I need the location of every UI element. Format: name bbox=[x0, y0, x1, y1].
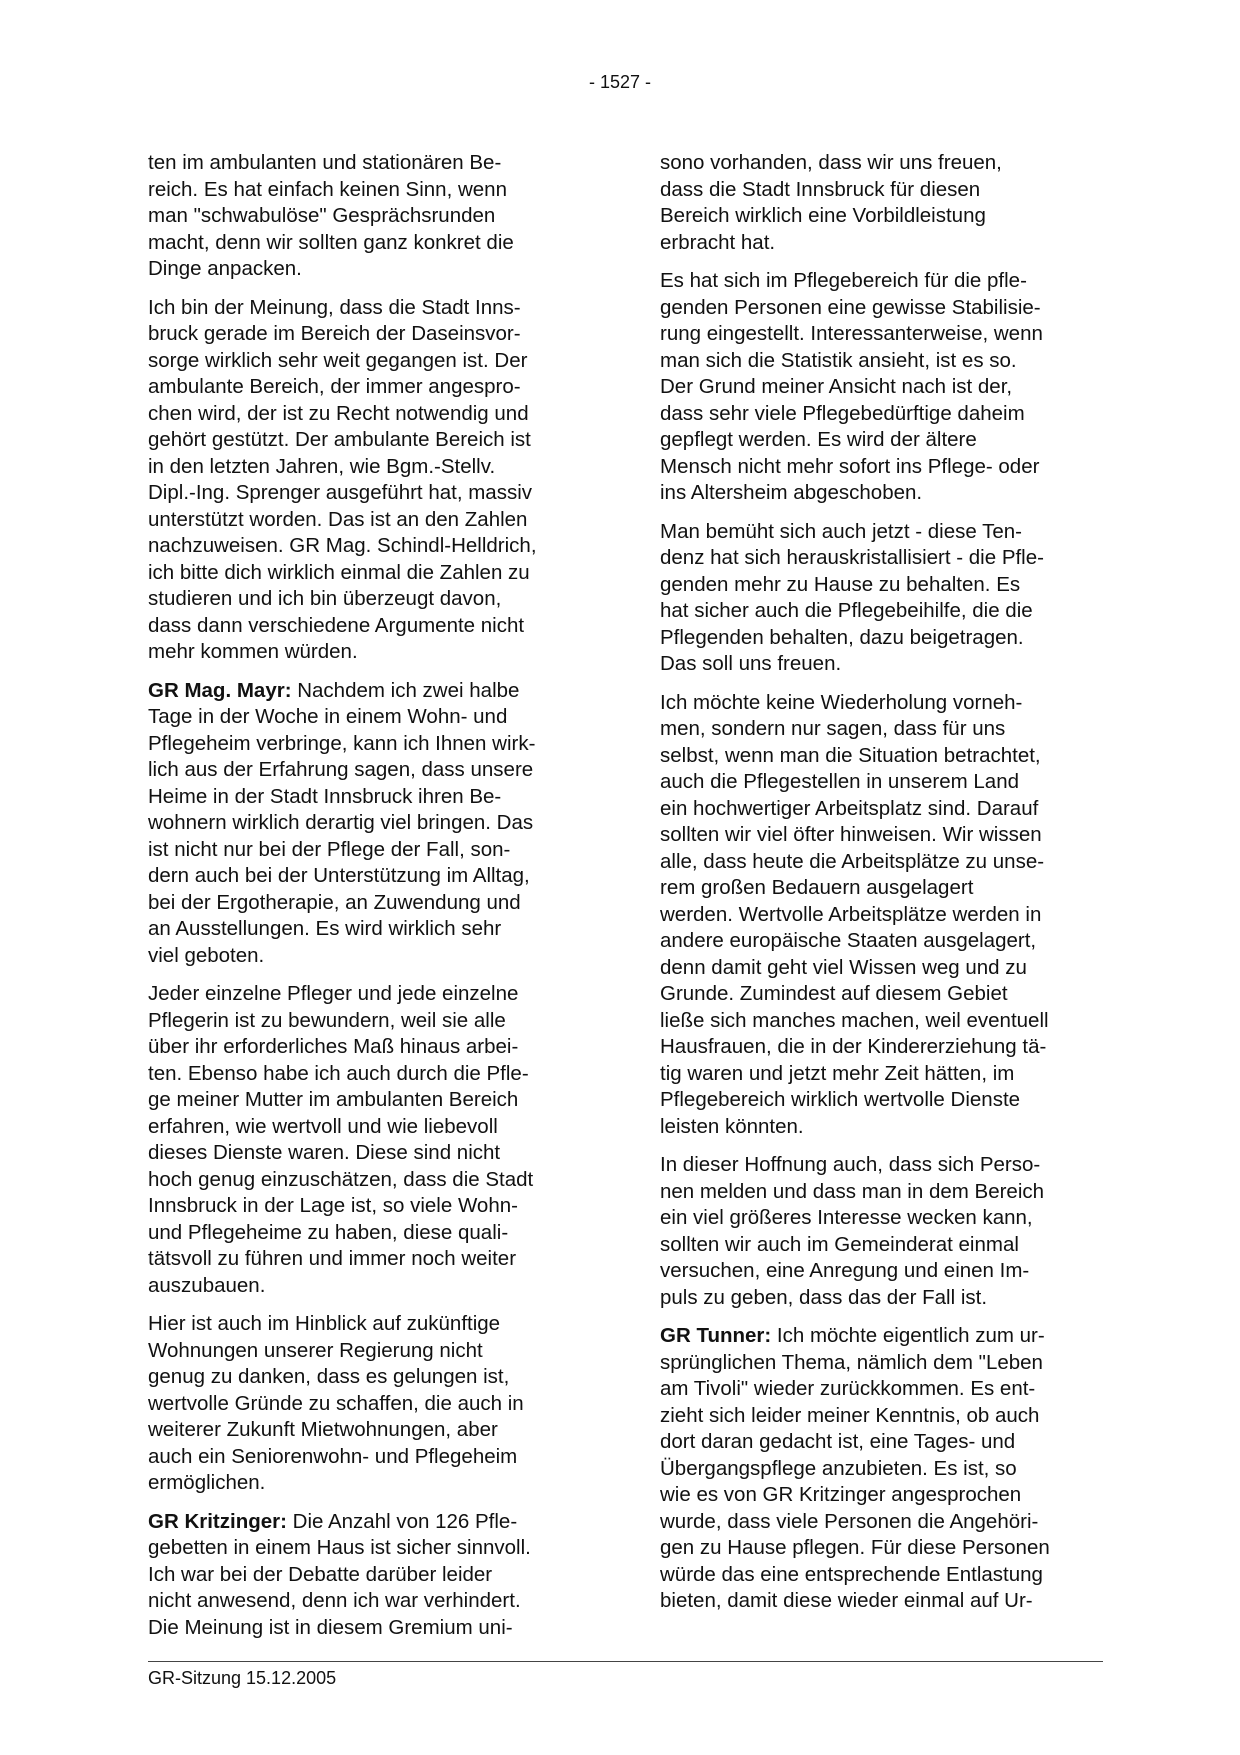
text-line: auszubauen. bbox=[148, 1273, 266, 1297]
text-line: hoch genug einzuschätzen, dass die Stadt bbox=[148, 1167, 534, 1191]
text-line: Ich bin der Meinung, dass die Stadt Inns- bbox=[148, 295, 521, 319]
text-line: Pflegerin ist zu bewundern, weil sie alle bbox=[148, 1008, 506, 1032]
text-line: wohnern wirklich derartig viel bringen. Das bbox=[148, 811, 534, 834]
text-line: men, sondern nur sagen, dass für uns bbox=[660, 717, 1006, 740]
text-line: auch ein Seniorenwohn- und Pflegeheim bbox=[148, 1444, 518, 1468]
text-line: mehr kommen würden. bbox=[148, 640, 358, 663]
text-line: In dieser Hoffnung auch, dass sich Perso- bbox=[660, 1153, 1041, 1176]
text-line: an Ausstellungen. Es wird wirklich sehr bbox=[148, 917, 502, 940]
text-line: weiterer Zukunft Mietwohnungen, aber bbox=[148, 1418, 498, 1441]
text-line: lich aus der Erfahrung sagen, dass unsere bbox=[148, 758, 534, 781]
text-line: Dipl.-Ing. Sprenger ausgeführt hat, massiv bbox=[148, 481, 532, 504]
text-line: gen zu Hause pflegen. Für diese Personen bbox=[660, 1536, 1050, 1559]
text-line: Bereich wirklich eine Vorbildleistung bbox=[660, 204, 986, 227]
text-line: gepflegt werden. Es wird der ältere bbox=[660, 428, 977, 451]
text-line: leisten könnten. bbox=[660, 1114, 804, 1138]
column-left bbox=[148, 150, 588, 1653]
paragraph bbox=[148, 1311, 588, 1497]
text-line: Übergangspflege anzubieten. Es ist, so bbox=[660, 1456, 1017, 1480]
text-line: ermöglichen. bbox=[148, 1471, 266, 1494]
text-line: ten im ambulanten und stationären Be- bbox=[148, 151, 502, 174]
text-line: man "schwabulöse" Gesprächsrunden bbox=[148, 204, 496, 227]
text-line: ließe sich manches machen, weil eventuell bbox=[660, 1008, 1049, 1032]
text-line: über ihr erforderliches Maß hinaus arbei- bbox=[148, 1035, 519, 1058]
text-line: dass die Stadt Innsbruck für diesen bbox=[660, 177, 981, 201]
text-line: chen wird, der ist zu Recht notwendig und bbox=[148, 401, 529, 425]
text-line: Innsbruck in der Lage ist, so viele Wohn- bbox=[148, 1194, 518, 1217]
text-line bbox=[660, 1323, 1100, 1350]
text-line: erfahren, wie wertvoll und wie liebevoll bbox=[148, 1114, 498, 1138]
text-line: ambulante Bereich, der immer angespro- bbox=[148, 375, 521, 398]
text-line: Wohnungen unserer Regierung nicht bbox=[148, 1338, 483, 1362]
text-line: würde das eine entsprechende Entlastung bbox=[660, 1562, 1043, 1586]
text-line: bruck gerade im Bereich der Daseinsvor- bbox=[148, 322, 521, 345]
text-line: macht, denn wir sollten ganz konkret die bbox=[148, 230, 514, 254]
text-line: selbst, wenn man die Situation betrachtet, bbox=[660, 743, 1041, 767]
text-line: viel geboten. bbox=[148, 943, 265, 967]
footer-rule bbox=[148, 1661, 1103, 1662]
text-line: genden mehr zu Hause zu behalten. Es bbox=[660, 572, 1021, 596]
footer-text: GR-Sitzung 15.12.2005 bbox=[148, 1668, 337, 1688]
column-right bbox=[660, 150, 1100, 1627]
text-line: Es hat sich im Pflegebereich für die pfle- bbox=[660, 269, 1027, 292]
text-line: man sich die Statistik ansieht, ist es so. bbox=[660, 348, 1017, 372]
text-line-content: Ich möchte eigentlich zum ur- bbox=[771, 1324, 1045, 1347]
paragraph bbox=[148, 295, 588, 666]
paragraph bbox=[660, 150, 1100, 256]
text-line-content: Die Anzahl von 126 Pfle- bbox=[286, 1509, 518, 1533]
text-line: sollten wir viel öfter hinweisen. Wir wissen bbox=[660, 823, 1042, 846]
text-line: am Tivoli" wieder zurückkommen. Es ent- bbox=[660, 1377, 1036, 1400]
text-line: ein viel größeres Interesse wecken kann, bbox=[660, 1206, 1033, 1229]
text-line: Ich möchte keine Wiederholung vorneh- bbox=[660, 690, 1023, 714]
speaker-name: GR Tunner: bbox=[660, 1324, 772, 1347]
text-line: nicht anwesend, denn ich war verhindert. bbox=[148, 1589, 521, 1612]
text-line bbox=[148, 1509, 588, 1536]
text-line: Jeder einzelne Pfleger und jede einzelne bbox=[148, 982, 519, 1005]
text-line: reich. Es hat einfach keinen Sinn, wenn bbox=[148, 177, 507, 201]
text-line: puls zu geben, dass das der Fall ist. bbox=[660, 1285, 988, 1309]
text-line: ein hochwertiger Arbeitsplatz sind. Darauf bbox=[660, 796, 1039, 820]
text-line: ist nicht nur bei der Pflege der Fall, son- bbox=[148, 837, 511, 861]
text-line: tig waren und jetzt mehr Zeit hätten, im bbox=[660, 1061, 1015, 1085]
paragraph bbox=[660, 1323, 1100, 1615]
text-line: in den letzten Jahren, wie Bgm.-Stellv. bbox=[148, 454, 496, 478]
text-line: denz hat sich herauskristallisiert - die Pfle- bbox=[660, 546, 1044, 569]
paragraph bbox=[148, 1509, 588, 1642]
text-line: nen melden und dass man in dem Bereich bbox=[660, 1179, 1045, 1203]
text-line: tätsvoll zu führen und immer noch weiter bbox=[148, 1247, 517, 1270]
text-line: nachzuweisen. GR Mag. Schindl-Helldrich, bbox=[148, 534, 537, 557]
text-line: Das soll uns freuen. bbox=[660, 652, 842, 675]
text-line: Hier ist auch im Hinblick auf zukünftige bbox=[148, 1312, 501, 1335]
text-line: werden. Wertvolle Arbeitsplätze werden in bbox=[660, 902, 1042, 926]
text-line: bieten, damit diese wieder einmal auf Ur- bbox=[660, 1589, 1033, 1612]
text-line bbox=[148, 678, 588, 705]
text-line: dass sehr viele Pflegebedürftige daheim bbox=[660, 401, 1025, 425]
text-line: genug zu danken, dass es gelungen ist, bbox=[148, 1365, 510, 1388]
speaker-name: GR Mag. Mayr: bbox=[148, 678, 292, 702]
text-line: wurde, dass viele Personen die Angehöri- bbox=[660, 1509, 1039, 1533]
text-line: sorge wirklich sehr weit gegangen ist. Der bbox=[148, 348, 528, 372]
text-line: ins Altersheim abgeschoben. bbox=[660, 481, 923, 504]
paragraph bbox=[660, 1152, 1100, 1311]
paragraph bbox=[148, 150, 588, 283]
text-line: Mensch nicht mehr sofort ins Pflege- oder bbox=[660, 454, 1040, 478]
text-line: Pflegenden behalten, dazu beigetragen. bbox=[660, 625, 1024, 649]
text-line: rung eingestellt. Interessanterweise, wenn bbox=[660, 322, 1043, 345]
text-line: andere europäische Staaten ausgelagert, bbox=[660, 929, 1037, 952]
paragraph bbox=[660, 690, 1100, 1141]
text-line: ten. Ebenso habe ich auch durch die Pfle- bbox=[148, 1061, 529, 1085]
text-line: gebetten in einem Haus ist sicher sinnvoll. bbox=[148, 1536, 531, 1559]
text-line: rem großen Bedauern ausgelagert bbox=[660, 876, 974, 899]
text-line: dass dann verschiedene Argumente nicht bbox=[148, 613, 525, 637]
text-line: Der Grund meiner Ansicht nach ist der, bbox=[660, 375, 1013, 398]
text-line: und Pflegeheime zu haben, diese quali- bbox=[148, 1220, 509, 1244]
text-line: bei der Ergotherapie, an Zuwendung und bbox=[148, 890, 521, 914]
text-line: wertvolle Gründe zu schaffen, die auch in bbox=[148, 1391, 524, 1415]
text-line: Man bemüht sich auch jetzt - diese Ten- bbox=[660, 519, 1022, 543]
text-line-content: Nachdem ich zwei halbe bbox=[291, 678, 520, 702]
text-line: alle, dass heute die Arbeitsplätze zu unse- bbox=[660, 849, 1045, 873]
text-line: sono vorhanden, dass wir uns freuen, bbox=[660, 151, 1002, 174]
text-line: studieren und ich bin überzeugt davon, bbox=[148, 587, 502, 610]
text-line: dern auch bei der Unterstützung im Alltag, bbox=[148, 864, 530, 887]
text-line: Grunde. Zumindest auf diesem Gebiet bbox=[660, 982, 1008, 1005]
text-line: denn damit geht viel Wissen weg und zu bbox=[660, 955, 1027, 979]
text-line: sollten wir auch im Gemeinderat einmal bbox=[660, 1232, 1019, 1256]
paragraph bbox=[148, 981, 588, 1299]
text-line: unterstützt worden. Das ist an den Zahlen bbox=[148, 507, 528, 531]
text-line: Die Meinung ist in diesem Gremium uni- bbox=[148, 1615, 513, 1639]
text-line: Heime in der Stadt Innsbruck ihren Be- bbox=[148, 784, 502, 808]
text-line: auch die Pflegestellen in unserem Land bbox=[660, 770, 1019, 793]
paragraph bbox=[148, 678, 588, 970]
text-line: sprünglichen Thema, nämlich dem "Leben bbox=[660, 1350, 1043, 1374]
text-line: dort daran gedacht ist, eine Tages- und bbox=[660, 1430, 1016, 1453]
text-line: genden Personen eine gewisse Stabilisie- bbox=[660, 295, 1041, 319]
text-line: Ich war bei der Debatte darüber leider bbox=[148, 1562, 493, 1586]
speaker-name: GR Kritzinger: bbox=[148, 1509, 287, 1533]
paragraph bbox=[660, 519, 1100, 678]
text-line: hat sicher auch die Pflegebeihilfe, die die bbox=[660, 599, 1033, 622]
text-line: versuchen, eine Anregung und einen Im- bbox=[660, 1259, 1030, 1282]
page-number: - 1527 - bbox=[588, 72, 652, 92]
text-line: erbracht hat. bbox=[660, 230, 776, 254]
text-line: gehört gestützt. Der ambulante Bereich ist bbox=[148, 428, 531, 451]
text-line: wie es von GR Kritzinger angesprochen bbox=[660, 1483, 1022, 1506]
text-line: Dinge anpacken. bbox=[148, 257, 302, 280]
paragraph bbox=[660, 268, 1100, 507]
text-line: zieht sich leider meiner Kenntnis, ob auch bbox=[660, 1403, 1040, 1427]
text-line: Pflegebereich wirklich wertvolle Dienste bbox=[660, 1088, 1021, 1111]
text-line: ich bitte dich wirklich einmal die Zahlen zu bbox=[148, 560, 530, 584]
text-line: Hausfrauen, die in der Kindererziehung tä- bbox=[660, 1035, 1047, 1058]
text-line: dieses Dienste waren. Diese sind nicht bbox=[148, 1141, 501, 1164]
text-line: Tage in der Woche in einem Wohn- und bbox=[148, 705, 508, 728]
text-line: Pflegeheim verbringe, kann ich Ihnen wirk- bbox=[148, 731, 536, 755]
text-line: ge meiner Mutter im ambulanten Bereich bbox=[148, 1088, 519, 1111]
